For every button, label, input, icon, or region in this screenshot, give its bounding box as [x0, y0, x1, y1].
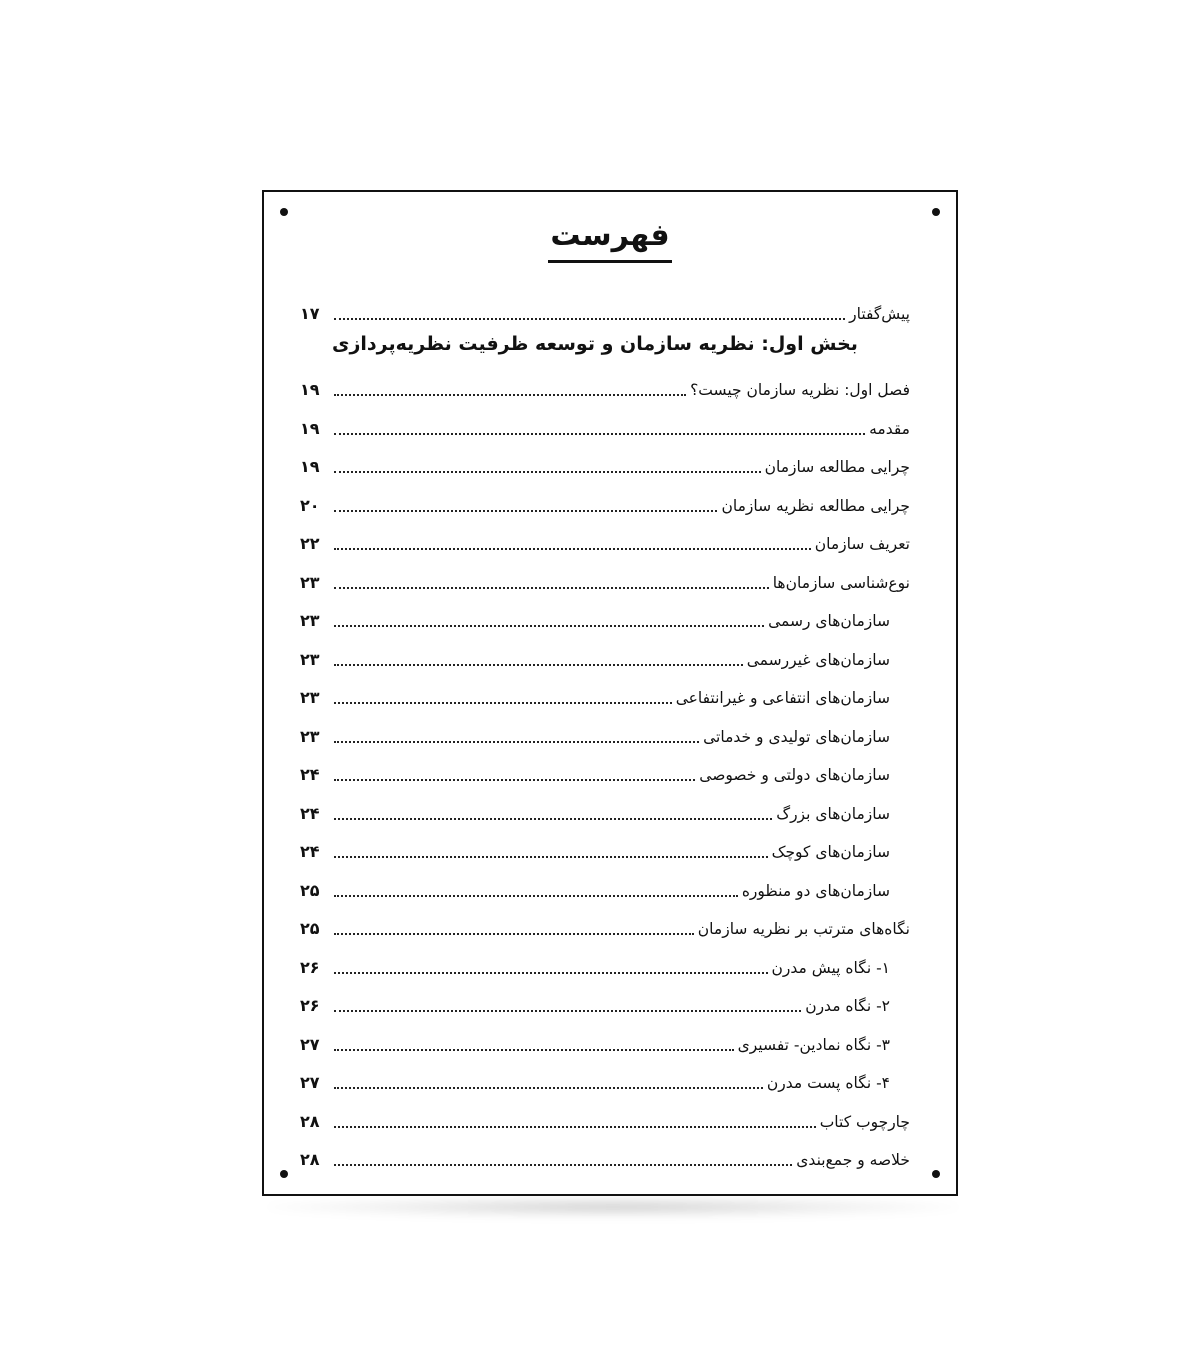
toc-entry-page: ۲۲ [300, 534, 320, 553]
toc-entry-page: ۲۳ [300, 611, 320, 630]
toc-entry-title: نگاه‌های مترتب بر نظریه سازمان [697, 920, 910, 938]
toc-entry-page: ۲۵ [300, 919, 320, 938]
toc-entry-page: ۲۸ [300, 1111, 320, 1131]
toc-entry-page: ۱۹ [300, 457, 320, 476]
toc-entry-page: ۲۳ [300, 572, 320, 592]
toc-entry [300, 555, 910, 594]
toc-entry-title: چارچوب کتاب [819, 1112, 910, 1131]
toc-entry-page: ۲۸ [300, 1150, 320, 1169]
toc-entry-title: مقدمه [869, 419, 910, 438]
toc-entry [300, 517, 910, 556]
toc-entry-title: سازمان‌های دولتی و خصوصی [699, 766, 890, 784]
toc-entry-title: ۳- نگاه نمادین- تفسیری [737, 1035, 890, 1054]
toc-entry [300, 709, 910, 748]
toc-entry [300, 1017, 910, 1056]
toc-entry-title: ۱- نگاه پیش مدرن [771, 958, 890, 977]
corner-dot [280, 208, 288, 216]
toc-entry [300, 940, 910, 979]
toc-page [262, 190, 958, 1196]
toc-entry-title: نوع‌شناسی سازمان‌ها [772, 573, 910, 592]
dot-leader [334, 855, 768, 858]
dot-leader [334, 740, 699, 743]
toc-entry [300, 748, 910, 787]
page-title: فهرست [548, 218, 671, 263]
dot-leader [334, 894, 738, 897]
page-title-wrapper [264, 218, 956, 263]
dot-leader [334, 701, 672, 704]
toc-entry [300, 440, 910, 479]
dot-leader [334, 586, 769, 589]
toc-entries [300, 363, 910, 1172]
page-shadow [268, 1196, 958, 1218]
toc-entry [300, 401, 910, 440]
dot-leader [334, 778, 695, 781]
dot-leader [334, 1086, 763, 1089]
toc-entry [300, 632, 910, 671]
toc-entry-title: خلاصه و جمع‌بندی [796, 1151, 910, 1169]
toc-entry [300, 1133, 910, 1172]
corner-dot [280, 1170, 288, 1178]
toc-entry-title: سازمان‌های دو منظوره [741, 881, 890, 900]
toc-entry-page: ۲۴ [300, 765, 320, 784]
toc-entry [300, 363, 910, 402]
toc-entry-page: ۱۹ [300, 380, 320, 399]
toc-entry-page: ۲۴ [300, 842, 320, 861]
toc-entry-title: سازمان‌های بزرگ [776, 804, 890, 823]
corner-dot [932, 1170, 940, 1178]
toc-entry-title: سازمان‌های انتفاعی و غیرانتفاعی [675, 689, 890, 707]
toc-entry-title: چرایی مطالعه سازمان [764, 458, 910, 476]
toc-entry-page: ۲۶ [300, 957, 320, 977]
dot-leader [334, 1163, 792, 1166]
toc-entry-title: چرایی مطالعه نظریه سازمان [721, 496, 910, 515]
toc-entry-page: ۲۶ [300, 996, 320, 1015]
toc-entry [300, 825, 910, 864]
toc-entry-page: ۲۵ [300, 880, 320, 900]
dot-leader [334, 971, 768, 974]
dot-leader [334, 1125, 816, 1128]
dot-leader [334, 624, 764, 627]
dot-leader [334, 317, 845, 320]
toc-entry-title: سازمان‌های رسمی [768, 612, 890, 630]
toc-entry-page: ۲۰ [300, 495, 320, 515]
toc-entry-title: سازمان‌های کوچک [771, 843, 890, 861]
toc-entry-title: سازمان‌های تولیدی و خدماتی [703, 727, 890, 746]
toc-entry-page: ۱۷ [300, 303, 320, 323]
dot-leader [334, 932, 694, 935]
toc-entry-page: ۲۷ [300, 1073, 320, 1092]
toc-entry [300, 594, 910, 633]
dot-leader [334, 663, 743, 666]
dot-leader [334, 1048, 734, 1051]
dot-leader [334, 470, 761, 473]
toc-entry [300, 671, 910, 710]
part-heading: بخش اول: نظریه سازمان و توسعه ظرفیت نظریه‌پردازی [332, 332, 858, 355]
toc-entry [300, 1094, 910, 1133]
toc-entry [300, 478, 910, 517]
toc-entry-preface [300, 286, 910, 325]
toc-entry-page: ۲۳ [300, 688, 320, 707]
corner-dot [932, 208, 940, 216]
toc-entry-title: ۲- نگاه مدرن [805, 997, 890, 1015]
toc-entry [300, 863, 910, 902]
toc-entry-page: ۲۳ [300, 649, 320, 669]
dot-leader [334, 547, 811, 550]
toc-entry-title: ۴- نگاه پست مدرن [766, 1074, 890, 1092]
toc-entry-page: ۱۹ [300, 418, 320, 438]
toc-entry-page: ۲۷ [300, 1034, 320, 1054]
toc-entry [300, 979, 910, 1018]
toc-entry-title: سازمان‌های غیررسمی [746, 650, 890, 669]
toc-entry [300, 786, 910, 825]
table-of-contents [300, 286, 910, 1171]
dot-leader [334, 509, 717, 512]
toc-entry [300, 1056, 910, 1095]
toc-entry-page: ۲۳ [300, 726, 320, 746]
toc-entry-title: تعریف سازمان [814, 535, 910, 553]
dot-leader [334, 1009, 801, 1012]
dot-leader [334, 393, 686, 396]
dot-leader [334, 432, 865, 435]
dot-leader [334, 817, 772, 820]
toc-entry [300, 902, 910, 941]
toc-entry-page: ۲۴ [300, 803, 320, 823]
toc-entry-title: پیش‌گفتار [849, 304, 910, 323]
toc-entry-title: فصل اول: نظریه سازمان چیست؟ [690, 381, 910, 399]
